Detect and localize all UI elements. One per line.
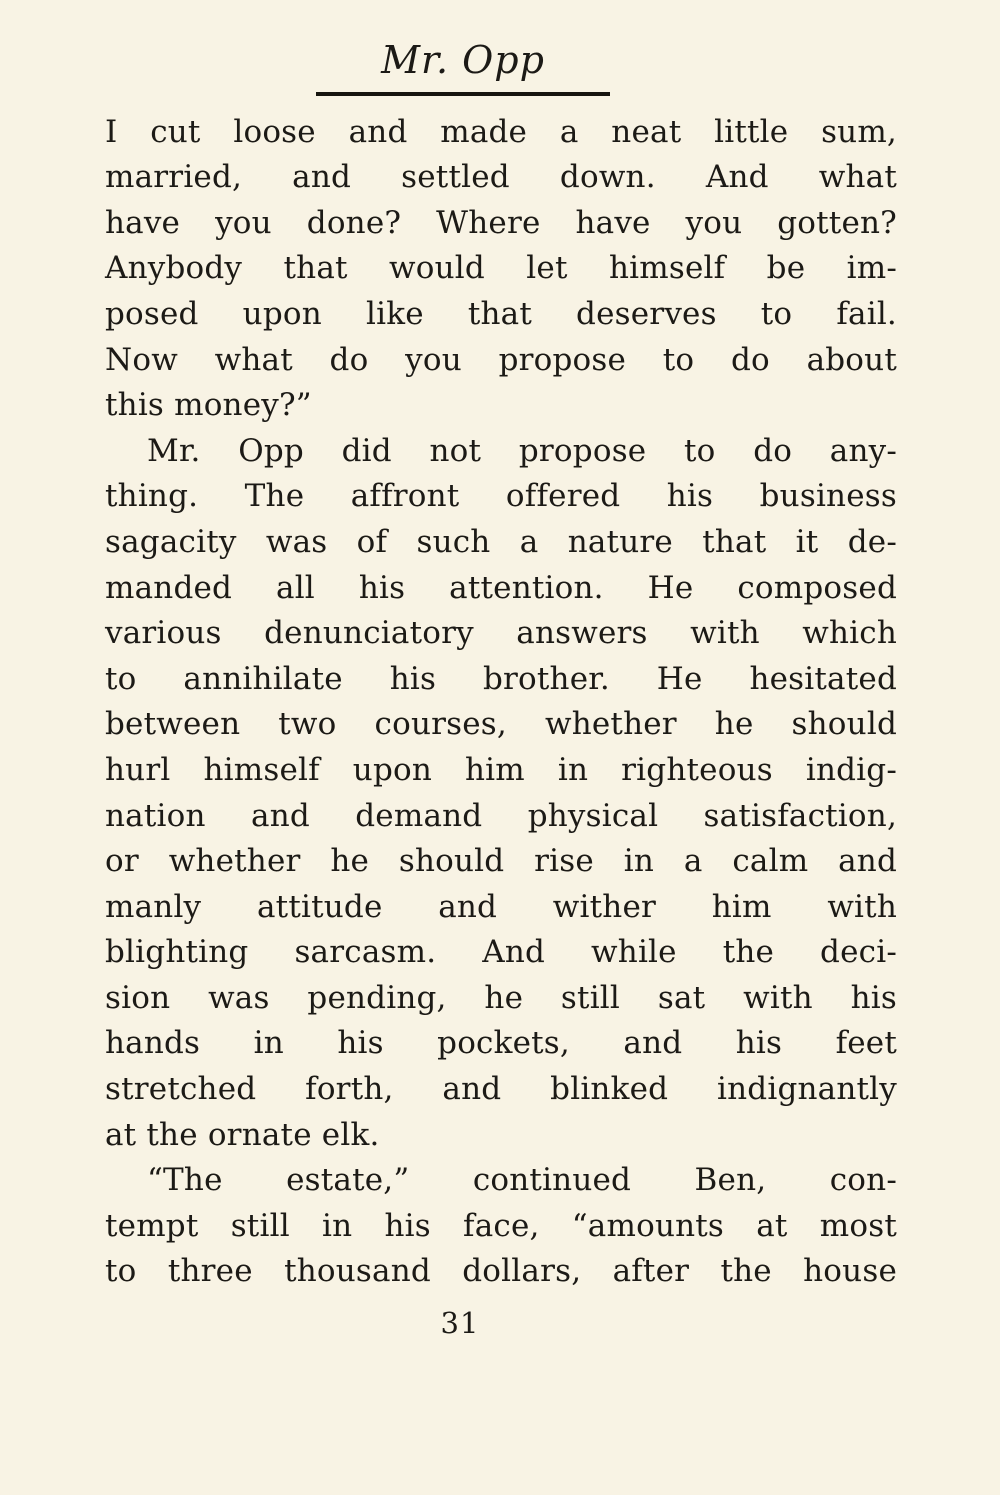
text-line: have you done? Where have you gotten? bbox=[105, 204, 897, 241]
text-line: to three thousand dollars, after the house bbox=[105, 1253, 897, 1290]
page-body-text bbox=[105, 110, 897, 1295]
text-line: various denunciatory answers with which bbox=[105, 615, 897, 652]
text-line: hurl himself upon him in righteous indig- bbox=[105, 751, 897, 788]
text-line: between two courses, whether he should bbox=[105, 706, 897, 743]
text-line: thing. The affront offered his business bbox=[105, 478, 897, 515]
text-line: manded all his attention. He composed bbox=[105, 569, 897, 606]
text-line: manly attitude and wither him with bbox=[105, 888, 897, 925]
text-line: hands in his pockets, and his feet bbox=[105, 1025, 897, 1062]
text-line: Anybody that would let himself be im- bbox=[105, 250, 897, 287]
text-line: sion was pending, he still sat with his bbox=[105, 979, 897, 1016]
text-line: nation and demand physical satisfaction, bbox=[105, 797, 897, 834]
text-line: or whether he should rise in a calm and bbox=[105, 843, 897, 880]
page-header bbox=[67, 38, 859, 96]
text-line: this money?” bbox=[105, 387, 312, 424]
page-number: 31 bbox=[440, 1306, 480, 1340]
text-line: Now what do you propose to do about bbox=[105, 341, 897, 378]
paragraph bbox=[105, 1158, 897, 1295]
text-line: at the ornate elk. bbox=[105, 1116, 380, 1153]
paragraph bbox=[105, 429, 897, 1159]
text-line: Mr. Opp did not propose to do any- bbox=[147, 432, 897, 469]
text-line: blighting sarcasm. And while the deci- bbox=[105, 934, 897, 971]
header-rule bbox=[316, 92, 610, 96]
text-line: “The estate,” continued Ben, con- bbox=[147, 1162, 897, 1199]
text-line: stretched forth, and blinked indignantly bbox=[105, 1071, 897, 1108]
paragraph bbox=[105, 110, 897, 429]
text-line: tempt still in his face, “amounts at most bbox=[105, 1207, 897, 1244]
text-line: posed upon like that deserves to fail. bbox=[105, 295, 897, 332]
running-head-title: Mr. Opp bbox=[381, 38, 545, 82]
text-line: married, and settled down. And what bbox=[105, 159, 897, 196]
text-line: sagacity was of such a nature that it de- bbox=[105, 523, 897, 560]
text-line: I cut loose and made a neat little sum, bbox=[105, 113, 897, 150]
page-content bbox=[105, 38, 897, 1295]
text-line: to annihilate his brother. He hesitated bbox=[105, 660, 897, 697]
